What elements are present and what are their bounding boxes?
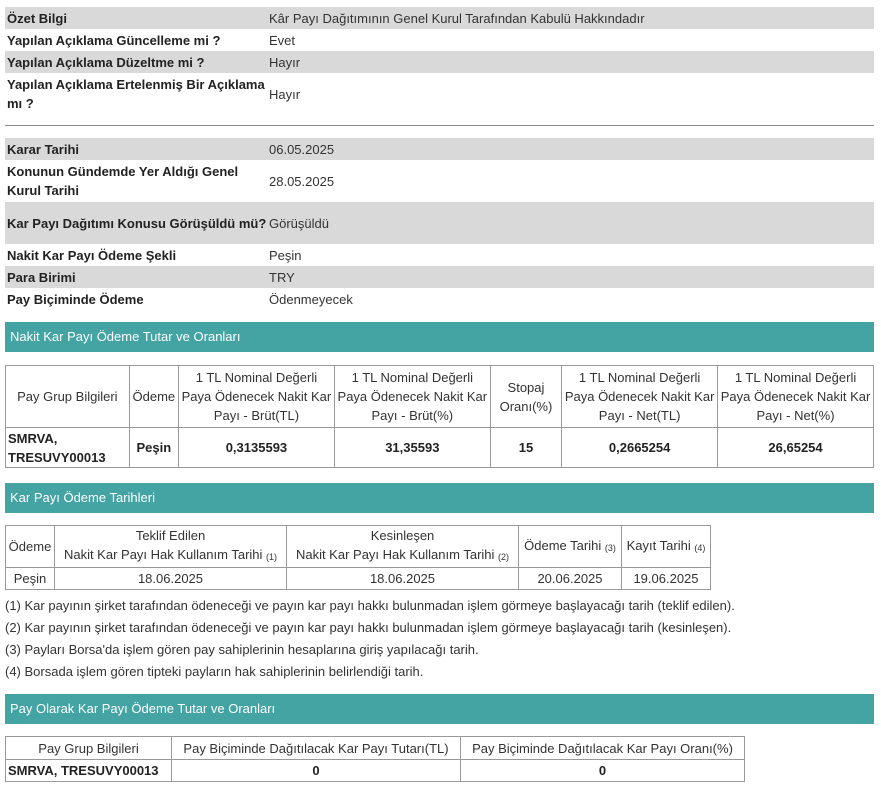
column-header: Pay Grup Bilgileri <box>6 737 172 760</box>
net-percent-cell: 26,65254 <box>718 428 874 468</box>
footnote-2: (2) Kar payının şirket tarafından ödeneceği ve payın kar payı hakkı bulunmadan işlem görmeye başlayacağı tarih (kesinleşen). <box>5 620 732 635</box>
details-row <box>5 160 874 202</box>
table-row <box>6 428 874 468</box>
column-header: Ödeme <box>129 366 178 428</box>
summary-table <box>5 7 874 115</box>
pay-grup-cell: SMRVA, TRESUVY00013 <box>6 428 130 468</box>
footnotes <box>5 595 874 683</box>
kayit-tarihi-cell: 19.06.2025 <box>622 568 711 590</box>
details-value: Görüşüldü <box>267 202 874 244</box>
summary-row <box>5 51 874 73</box>
teklif-line-2 <box>57 545 284 567</box>
details-value: 28.05.2025 <box>269 173 335 189</box>
details-table <box>5 138 874 310</box>
summary-row <box>5 73 874 115</box>
column-header-kayit <box>622 526 711 568</box>
summary-value: Evet <box>269 32 296 48</box>
table-row <box>6 760 745 782</box>
details-row <box>5 138 874 160</box>
brut-tl-cell: 0,3135593 <box>178 428 334 468</box>
details-label: Kar Payı Dağıtımı Konusu Görüşüldü mü? <box>5 202 267 244</box>
note-ref-4: (4) <box>694 542 706 553</box>
brut-percent-cell: 31,35593 <box>334 428 490 468</box>
note-ref-2: (2) <box>498 552 510 562</box>
footnote-1: (1) Kar payının şirket tarafından ödeneceği ve payın kar payı hakkı bulunmadan işlem görmeye başlayacağı tarih (teklif edilen). <box>5 598 735 613</box>
details-label: Pay Biçiminde Ödeme <box>7 291 144 307</box>
summary-label: Yapılan Açıklama Ertelenmiş Bir Açıklama mı ? <box>7 77 265 111</box>
cash-section-header: Nakit Kar Payı Ödeme Tutar ve Oranları <box>5 322 874 352</box>
odeme-tarihi-cell: 20.06.2025 <box>519 568 622 590</box>
summary-value: Hayır <box>267 51 874 73</box>
net-tl-cell: 0,2665254 <box>562 428 718 468</box>
kesin-line-1: Kesinleşen <box>370 528 435 543</box>
teklif-line-2-text: Nakit Kar Payı Hak Kullanım Tarihi <box>63 547 263 562</box>
summary-label: Özet Bilgi <box>5 7 267 29</box>
odeme-cell: Peşin <box>6 568 55 590</box>
column-header: 1 TL Nominal Değerli Paya Ödenecek Nakit Kar Payı - Brüt(%) <box>334 366 490 428</box>
column-header: 1 TL Nominal Değerli Paya Ödenecek Nakit Kar Payı - Net(TL) <box>562 366 718 428</box>
footnote-3: (3) Payları Borsa'da işlem gören pay sahiplerinin hesaplarına giriş yapılacağı tarih. <box>5 642 479 657</box>
details-value: Peşin <box>269 247 302 263</box>
teklif-line-1: Teklif Edilen <box>135 528 206 543</box>
stock-table <box>5 736 745 782</box>
details-label: Karar Tarihi <box>5 138 267 160</box>
column-header-kesin <box>287 526 519 568</box>
note-ref-1: (1) <box>266 552 278 562</box>
details-label: Para Birimi <box>5 266 267 288</box>
table-header-row <box>6 737 745 760</box>
kesin-line-2 <box>289 545 516 567</box>
table-header-row <box>6 366 874 428</box>
details-value: TRY <box>267 266 874 288</box>
pay-orani-cell: 0 <box>461 760 745 782</box>
details-value: Ödenmeyecek <box>269 291 353 307</box>
divider <box>5 125 874 126</box>
details-row <box>5 266 874 288</box>
details-row <box>5 288 874 310</box>
summary-value: Kâr Payı Dağıtımının Genel Kurul Tarafından Kabulü Hakkındadır <box>267 7 874 29</box>
summary-label: Yapılan Açıklama Düzeltme mi ? <box>5 51 267 73</box>
stock-section-header: Pay Olarak Kar Payı Ödeme Tutar ve Oranları <box>5 694 874 724</box>
column-header: 1 TL Nominal Değerli Paya Ödenecek Nakit Kar Payı - Net(%) <box>718 366 874 428</box>
column-header: 1 TL Nominal Değerli Paya Ödenecek Nakit Kar Payı - Brüt(TL) <box>178 366 334 428</box>
details-label: Konunun Gündemde Yer Aldığı Genel Kurul Tarihi <box>7 164 239 198</box>
stopaj-cell: 15 <box>490 428 561 468</box>
footnote-4: (4) Borsada işlem gören tipteki payların hak sahiplerinin belirlendiği tarih. <box>5 664 424 679</box>
odeme-cell: Peşin <box>129 428 178 468</box>
column-header: Pay Biçiminde Dağıtılacak Kar Payı Oranı(%) <box>461 737 745 760</box>
column-header: Stopaj Oranı(%) <box>490 366 561 428</box>
column-header-odeme-tarihi <box>519 526 622 568</box>
pay-tutari-cell: 0 <box>172 760 461 782</box>
kesin-date-cell: 18.06.2025 <box>287 568 519 590</box>
summary-row <box>5 7 874 29</box>
pay-grup-cell: SMRVA, TRESUVY00013 <box>6 760 172 782</box>
teklif-date-cell: 18.06.2025 <box>55 568 287 590</box>
odeme-tarihi-text: Ödeme Tarihi <box>524 537 602 553</box>
column-header: Pay Grup Bilgileri <box>6 366 130 428</box>
details-row <box>5 202 874 244</box>
details-value: 06.05.2025 <box>267 138 874 160</box>
column-header: Pay Biçiminde Dağıtılacak Kar Payı Tutarı(TL) <box>172 737 461 760</box>
table-row <box>6 568 711 590</box>
column-header-teklif <box>55 526 287 568</box>
summary-row <box>5 29 874 51</box>
column-header-odeme: Ödeme <box>6 526 55 568</box>
details-row <box>5 244 874 266</box>
table-header-row <box>6 526 711 568</box>
details-label: Nakit Kar Payı Ödeme Şekli <box>7 247 177 263</box>
dates-table <box>5 525 711 590</box>
cash-table <box>5 365 874 468</box>
summary-label: Yapılan Açıklama Güncelleme mi ? <box>7 32 221 48</box>
note-ref-3: (3) <box>604 542 616 553</box>
kesin-line-2-text: Nakit Kar Payı Hak Kullanım Tarihi <box>295 547 495 562</box>
summary-value: Hayır <box>269 86 301 102</box>
kayit-tarihi-text: Kayıt Tarihi <box>626 537 691 553</box>
dates-section-header: Kar Payı Ödeme Tarihleri <box>5 483 874 513</box>
